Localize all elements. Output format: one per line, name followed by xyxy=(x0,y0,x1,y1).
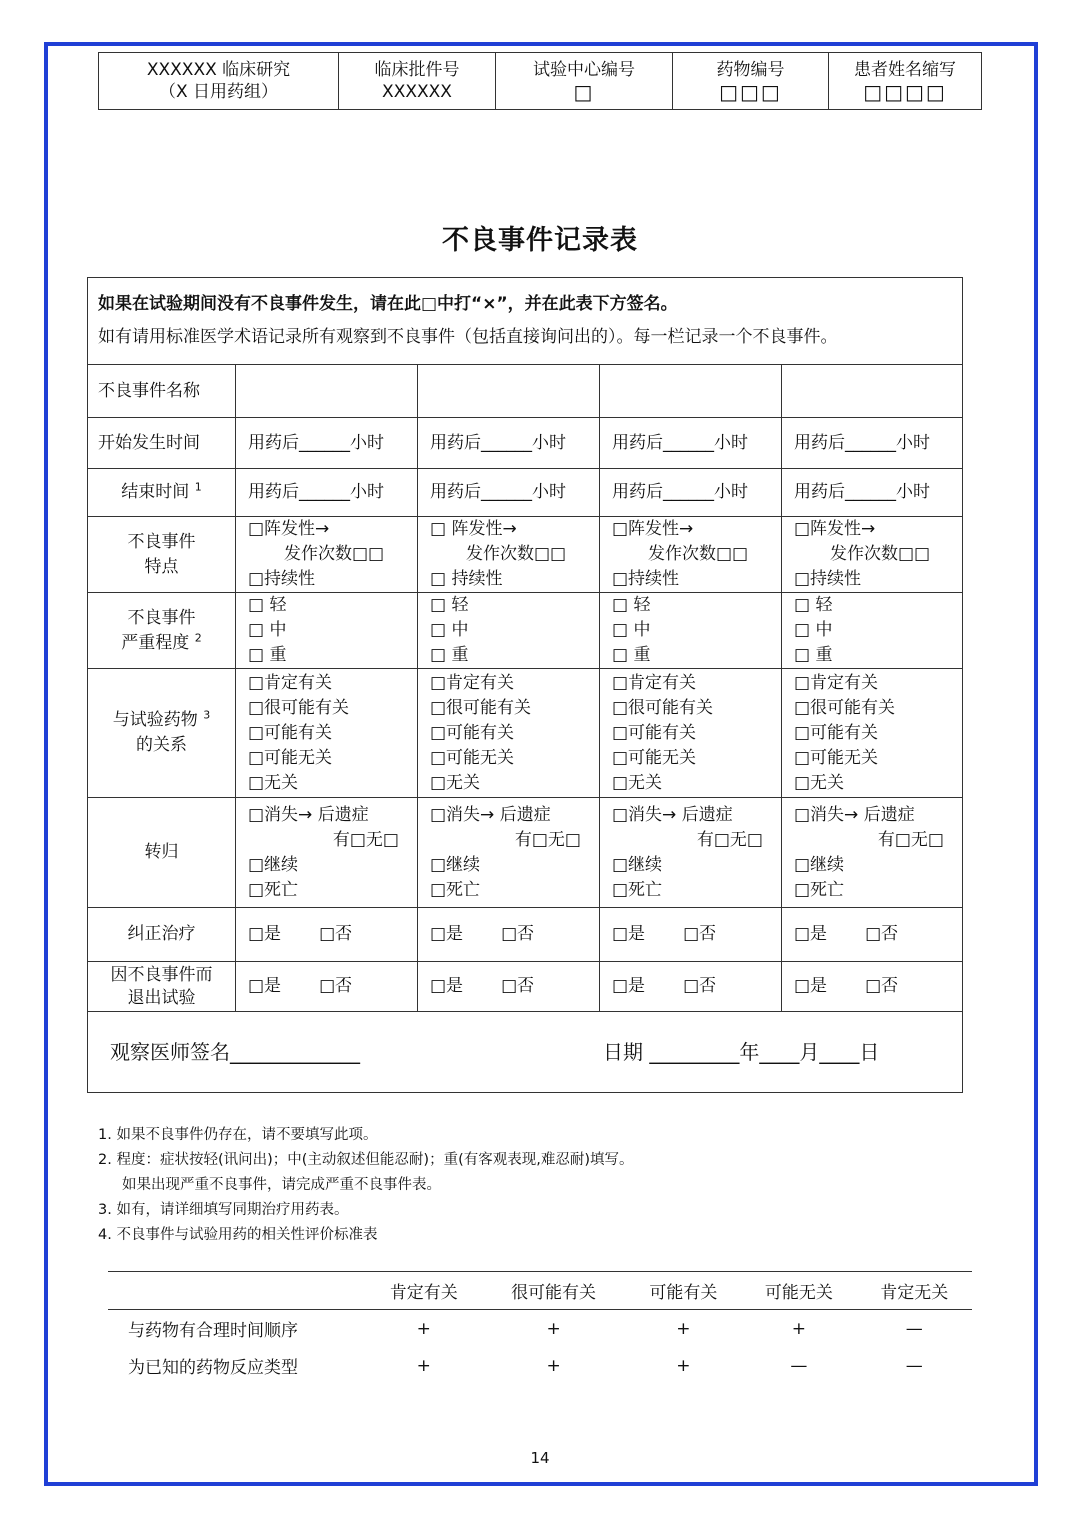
checkbox-paroxysmal[interactable]: □阵发性→ xyxy=(248,519,330,539)
start-time-field[interactable]: 用药后______小时 xyxy=(418,418,600,469)
checkbox-no[interactable]: □否 xyxy=(683,924,717,944)
col-definitely-related: 肯定有关 xyxy=(366,1272,481,1310)
footnote-2-continued: 如果出现严重不良事件，请完成严重不良事件表。 xyxy=(122,1177,441,1193)
checkbox-possibly-related[interactable]: □可能有关 xyxy=(794,722,879,743)
causality-corner xyxy=(108,1272,366,1310)
relation-options[interactable] xyxy=(782,669,963,798)
checkbox-no[interactable]: □否 xyxy=(501,924,535,944)
footnotes xyxy=(98,1123,634,1248)
intro-instruction: 如果在试验期间没有不良事件发生，请在此□中打“×”，并在此表下方签名。 xyxy=(98,294,678,314)
checkbox-yes[interactable]: □是 xyxy=(794,976,828,996)
label-event-name: 不良事件名称 xyxy=(88,365,236,418)
severity-options[interactable] xyxy=(600,593,782,669)
outcome-options[interactable] xyxy=(418,798,600,908)
checkbox-yes[interactable]: □是 xyxy=(248,976,282,996)
checkbox-no[interactable]: □否 xyxy=(319,924,353,944)
batch-cell xyxy=(339,53,496,110)
drug-label: 药物编号 xyxy=(716,60,785,80)
checkbox-yes[interactable]: □是 xyxy=(612,976,646,996)
checkbox-no[interactable]: □否 xyxy=(319,976,353,996)
center-code-box[interactable]: □ xyxy=(573,80,595,104)
batch-value: XXXXXX xyxy=(382,82,452,102)
checkbox-possibly-unrelated[interactable]: □可能无关 xyxy=(248,747,333,768)
feature-options[interactable] xyxy=(782,517,963,593)
end-time-field[interactable]: 用药后______小时 xyxy=(782,469,963,517)
table-cell: + xyxy=(416,1318,431,1339)
end-time-field[interactable]: 用药后______小时 xyxy=(418,469,600,517)
severity-options[interactable] xyxy=(782,593,963,669)
severity-options[interactable] xyxy=(418,593,600,669)
footnote-1: 1. 如果不良事件仍存在，请不要填写此项。 xyxy=(98,1127,378,1143)
checkbox-persistent[interactable]: □持续性 xyxy=(612,569,680,589)
col-definitely-unrelated: 肯定无关 xyxy=(857,1272,972,1310)
checkbox-paroxysmal[interactable]: □阵发性→ xyxy=(612,519,694,539)
footnote-3: 3. 如有，请详细填写同期治疗用药表。 xyxy=(98,1202,349,1218)
outcome-options[interactable] xyxy=(600,798,782,908)
checkbox-resolved[interactable]: □消失→ 后遗症 xyxy=(612,804,733,825)
table-cell: + xyxy=(676,1318,691,1339)
footnote-4: 4. 不良事件与试验用药的相关性评价标准表 xyxy=(98,1227,378,1243)
causality-table xyxy=(108,1271,972,1384)
relation-options[interactable] xyxy=(600,669,782,798)
event-name-field[interactable] xyxy=(236,365,418,418)
checkbox-paroxysmal[interactable]: □ 阵发性→ xyxy=(430,519,517,539)
relation-options[interactable] xyxy=(236,669,418,798)
sequelae-choice[interactable]: 有□无□ xyxy=(696,829,763,850)
row-outcome xyxy=(88,798,963,908)
col-possibly-related: 可能有关 xyxy=(626,1272,741,1310)
sequelae-choice[interactable]: 有□无□ xyxy=(514,829,581,850)
checkbox-no[interactable]: □否 xyxy=(865,924,899,944)
checkbox-persistent[interactable]: □持续性 xyxy=(794,569,862,589)
checkbox-mild[interactable]: □ 轻 xyxy=(430,595,469,615)
sequelae-choice[interactable]: 有□无□ xyxy=(877,829,944,850)
event-name-field[interactable] xyxy=(418,365,600,418)
checkbox-possibly-related[interactable]: □可能有关 xyxy=(430,722,515,743)
start-time-field[interactable]: 用药后______小时 xyxy=(782,418,963,469)
label-severity: 不良事件 严重程度 $^2$ xyxy=(88,593,236,669)
checkbox-continuing[interactable]: □继续 xyxy=(612,854,663,875)
sequelae-choice[interactable]: 有□无□ xyxy=(332,829,399,850)
checkbox-persistent[interactable]: □持续性 xyxy=(248,569,316,589)
outcome-options[interactable] xyxy=(782,798,963,908)
checkbox-paroxysmal[interactable]: □阵发性→ xyxy=(794,519,876,539)
label-withdraw: 因不良事件而 退出试验 xyxy=(88,962,236,1012)
event-name-field[interactable] xyxy=(782,365,963,418)
header-table xyxy=(98,52,982,110)
checkbox-mild[interactable]: □ 轻 xyxy=(612,595,651,615)
checkbox-unrelated[interactable]: □无关 xyxy=(794,772,845,793)
severity-options[interactable] xyxy=(236,593,418,669)
relation-options[interactable] xyxy=(418,669,600,798)
checkbox-possibly-related[interactable]: □可能有关 xyxy=(612,722,697,743)
center-label: 试验中心编号 xyxy=(533,60,635,80)
checkbox-unrelated[interactable]: □无关 xyxy=(430,772,481,793)
treatment-options xyxy=(418,908,600,962)
end-time-field[interactable]: 用药后______小时 xyxy=(236,469,418,517)
checkbox-moderate[interactable]: □ 中 xyxy=(248,620,287,640)
row-relation xyxy=(88,669,963,798)
checkbox-severe[interactable]: □ 重 xyxy=(430,645,469,665)
center-cell xyxy=(496,53,673,110)
checkbox-no[interactable]: □否 xyxy=(865,976,899,996)
label-feature: 不良事件 特点 xyxy=(88,517,236,593)
label-end-time: 结束时间 $^1$ xyxy=(88,469,236,517)
checkbox-definitely-related[interactable]: □肯定有关 xyxy=(248,672,333,693)
checkbox-continuing[interactable]: □继续 xyxy=(430,854,481,875)
table-cell: — xyxy=(905,1355,923,1376)
feature-options[interactable] xyxy=(418,517,600,593)
row-name xyxy=(88,365,963,418)
patient-initials-boxes[interactable]: □□□□ xyxy=(863,80,947,104)
row-feature xyxy=(88,517,963,593)
checkbox-definitely-related[interactable]: □肯定有关 xyxy=(430,672,515,693)
treatment-options xyxy=(600,908,782,962)
attack-count-boxes[interactable]: 发作次数□□ xyxy=(466,544,567,564)
checkbox-yes[interactable]: □是 xyxy=(612,924,646,944)
study-group: （X 日用药组） xyxy=(158,82,279,102)
row-signature xyxy=(88,1012,963,1093)
checkbox-possibly-unrelated[interactable]: □可能无关 xyxy=(794,747,879,768)
outcome-options[interactable] xyxy=(236,798,418,908)
checkbox-probably-related[interactable]: □很可能有关 xyxy=(794,697,896,718)
row-treatment xyxy=(88,908,963,962)
checkbox-mild[interactable]: □ 轻 xyxy=(248,595,287,615)
checkbox-yes[interactable]: □是 xyxy=(430,924,464,944)
checkbox-continuing[interactable]: □继续 xyxy=(248,854,299,875)
checkbox-moderate[interactable]: □ 中 xyxy=(612,620,651,640)
col-possibly-unrelated: 可能无关 xyxy=(741,1272,856,1310)
drug-cell xyxy=(673,53,829,110)
drug-code-boxes[interactable]: □□□ xyxy=(719,80,782,104)
label-relation: 与试验药物 $^3$ 的关系 xyxy=(88,669,236,798)
checkbox-possibly-unrelated[interactable]: □可能无关 xyxy=(612,747,697,768)
table-row xyxy=(108,1347,972,1384)
table-cell: + xyxy=(791,1318,806,1339)
treatment-options xyxy=(782,908,963,962)
checkbox-probably-related[interactable]: □很可能有关 xyxy=(612,697,714,718)
col-probably-related: 很可能有关 xyxy=(481,1272,625,1310)
table-cell: — xyxy=(790,1355,808,1376)
checkbox-moderate[interactable]: □ 中 xyxy=(430,620,469,640)
checkbox-mild[interactable]: □ 轻 xyxy=(794,595,833,615)
study-name: XXXXXX 临床研究 xyxy=(146,60,291,80)
checkbox-severe[interactable]: □ 重 xyxy=(248,645,287,665)
checkbox-death[interactable]: □死亡 xyxy=(248,879,299,900)
signature-cell xyxy=(88,1012,963,1093)
checkbox-possibly-related[interactable]: □可能有关 xyxy=(248,722,333,743)
batch-label: 临床批件号 xyxy=(374,60,460,80)
row-severity xyxy=(88,593,963,669)
table-cell: + xyxy=(546,1355,561,1376)
start-time-field[interactable]: 用药后______小时 xyxy=(236,418,418,469)
attack-count-boxes[interactable]: 发作次数□□ xyxy=(284,544,385,564)
event-name-field[interactable] xyxy=(600,365,782,418)
checkbox-definitely-related[interactable]: □肯定有关 xyxy=(612,672,697,693)
row-end-time xyxy=(88,469,963,517)
checkbox-probably-related[interactable]: □很可能有关 xyxy=(248,697,350,718)
intro-note: 如有请用标准医学术语记录所有观察到不良事件（包括直接询问出的）。每一栏记录一个不良事件。 xyxy=(98,327,838,347)
checkbox-death[interactable]: □死亡 xyxy=(430,879,481,900)
checkbox-resolved[interactable]: □消失→ 后遗症 xyxy=(430,804,551,825)
withdraw-options xyxy=(782,962,963,1012)
page-number: 14 xyxy=(530,1449,550,1467)
checkbox-probably-related[interactable]: □很可能有关 xyxy=(430,697,532,718)
doctor-signature-field[interactable]: 观察医师签名_____________ xyxy=(110,1040,360,1064)
footnote-2: 2. 程度：症状按轻(讯问出)；中(主动叙述但能忍耐)；重(有客观表现,难忍耐)填写。 xyxy=(98,1152,634,1168)
feature-options[interactable] xyxy=(236,517,418,593)
attack-count-boxes[interactable]: 发作次数□□ xyxy=(830,544,931,564)
attack-count-boxes[interactable]: 发作次数□□ xyxy=(648,544,749,564)
checkbox-moderate[interactable]: □ 中 xyxy=(794,620,833,640)
row-start-time xyxy=(88,418,963,469)
intro-cell xyxy=(88,278,963,365)
adverse-event-form xyxy=(87,277,963,1093)
table-cell: — xyxy=(905,1318,923,1339)
checkbox-persistent[interactable]: □ 持续性 xyxy=(430,569,503,589)
checkbox-severe[interactable]: □ 重 xyxy=(612,645,651,665)
causality-header-row xyxy=(108,1272,972,1310)
checkbox-possibly-unrelated[interactable]: □可能无关 xyxy=(430,747,515,768)
patient-label: 患者姓名缩写 xyxy=(854,60,956,80)
checkbox-unrelated[interactable]: □无关 xyxy=(248,772,299,793)
label-start-time: 开始发生时间 xyxy=(88,418,236,469)
checkbox-yes[interactable]: □是 xyxy=(248,924,282,944)
table-cell: + xyxy=(676,1355,691,1376)
checkbox-resolved[interactable]: □消失→ 后遗症 xyxy=(794,804,915,825)
checkbox-resolved[interactable]: □消失→ 后遗症 xyxy=(248,804,369,825)
checkbox-severe[interactable]: □ 重 xyxy=(794,645,833,665)
row-label: 与药物有合理时间顺序 xyxy=(128,1321,298,1341)
start-time-field[interactable]: 用药后______小时 xyxy=(600,418,782,469)
row-withdraw xyxy=(88,962,963,1012)
checkbox-no[interactable]: □否 xyxy=(683,976,717,996)
label-treatment: 纠正治疗 xyxy=(88,908,236,962)
checkbox-no[interactable]: □否 xyxy=(501,976,535,996)
date-field[interactable]: 日期 _________年____月____日 xyxy=(603,1040,880,1064)
row-label: 为已知的药物反应类型 xyxy=(128,1358,298,1378)
checkbox-death[interactable]: □死亡 xyxy=(794,879,845,900)
end-time-field[interactable]: 用药后______小时 xyxy=(600,469,782,517)
checkbox-yes[interactable]: □是 xyxy=(794,924,828,944)
checkbox-definitely-related[interactable]: □肯定有关 xyxy=(794,672,879,693)
checkbox-unrelated[interactable]: □无关 xyxy=(612,772,663,793)
treatment-options xyxy=(236,908,418,962)
checkbox-death[interactable]: □死亡 xyxy=(612,879,663,900)
feature-options[interactable] xyxy=(600,517,782,593)
study-cell xyxy=(99,53,339,110)
checkbox-continuing[interactable]: □继续 xyxy=(794,854,845,875)
withdraw-options xyxy=(236,962,418,1012)
page-title: 不良事件记录表 xyxy=(442,225,638,256)
checkbox-yes[interactable]: □是 xyxy=(430,976,464,996)
withdraw-options xyxy=(600,962,782,1012)
table-cell: + xyxy=(546,1318,561,1339)
table-row xyxy=(108,1310,972,1348)
table-cell: + xyxy=(416,1355,431,1376)
label-outcome: 转归 xyxy=(88,798,236,908)
patient-cell xyxy=(829,53,982,110)
withdraw-options xyxy=(418,962,600,1012)
